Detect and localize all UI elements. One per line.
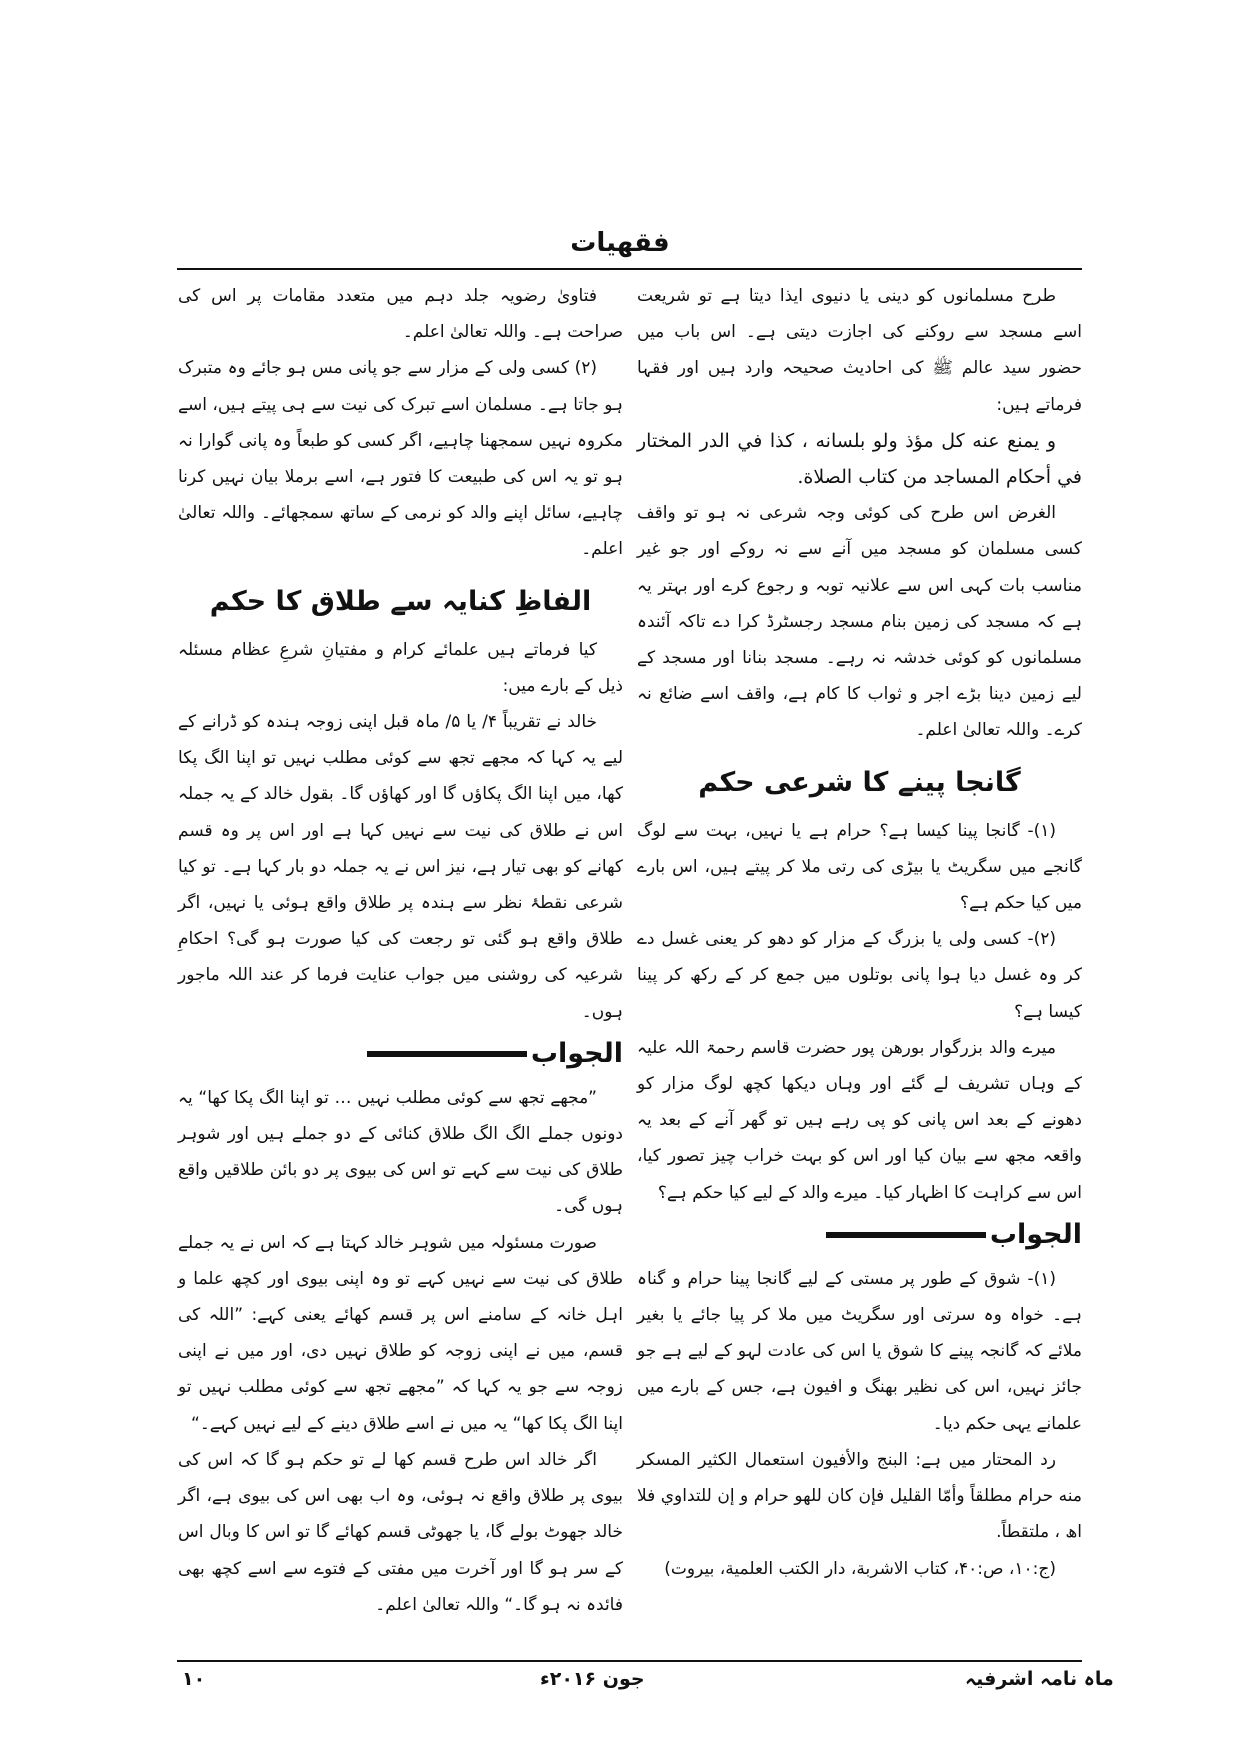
paragraph: طرح مسلمانوں کو دینی یا دنیوی ایذا دیتا ہے تو شریعت اسے مسجد سے روکنے کی اجازت دیتی ہے۔ اس باب میں حضور سید عالم ﷺ کی احادیث صحیحہ وارد ہیں اور فقہا فرماتے ہیں:	[637, 286, 1082, 415]
paragraph: (۲) کسی ولی کے مزار سے جو پانی مس ہو جائے وہ متبرک ہو جاتا ہے۔ مسلمان اسے تبرک کی نیت سے ہی پیتے ہیں، اسے مکروہ نہیں سمجھنا چاہیے، اگر کسی کو طبعاً وہ پانی گوارا نہ ہو تو یہ اس کی طبیعت کا فتور ہے، اسے برملا بیان نہیں کرنا چاہیے، سائل اپنے والد کو نرمی کے ساتھ سمجھائے۔ واللہ تعالیٰ اعلم۔	[178, 358, 623, 560]
section-title: فقهيات	[570, 228, 670, 258]
answer-heading	[637, 1215, 1082, 1255]
magazine-name: ماہ نامہ اشرفیہ	[965, 1668, 1114, 1690]
paragraph: اگر خالد اس طرح قسم کھا لے تو حکم ہو گا کہ اس کی بیوی پر طلاق واقع نہ ہوئی، وہ اب بھی اس کی بیوی ہے، اگر خالد جھوٹ بولے گا، یا جھوٹی قسم کھائے گا تو اس کا وبال اس کے سر ہو گا اور آخرت میں مفتی کے فتوے سے اسے کچھ بھی فائدہ نہ ہو گا۔“ واللہ تعالیٰ اعلم۔	[178, 1449, 623, 1615]
paragraph: صورت مسئولہ میں شوہر خالد کہتا ہے کہ اس نے یہ جملے طلاق کی نیت سے نہیں کہے تو وہ اپنی بیوی اور کچھ علما و اہل خانہ کے سامنے اس پر قسم کھائے یعنی کہے: ”اللہ کی قسم، میں نے اپنی زوجہ کو طلاق نہیں دی، اور میں نے اپنی زوجہ سے جو یہ کہا کہ ”مجھے تجھ سے کوئی مطلب نہیں تو اپنا الگ پکا کھا“ یہ میں نے اسے طلاق دینے کے لیے نہیں کہے۔“	[178, 1232, 623, 1434]
paragraph: میرے والد بزرگوار بورھن پور حضرت قاسم رحمۃ اللہ علیہ کے وہاں تشریف لے گئے اور وہاں دیکھا کچھ لوگ مزار کو دھونے کے بعد اس پانی کو پی رہے ہیں تو گھر آنے کے بعد یہ واقعہ مجھ سے بیان کیا اور اس کو بہت خراب چیز تصور کیا، اس سے کراہت کا اظہار کیا۔ میرے والد کے لیے کیا حکم ہے؟	[637, 1037, 1082, 1203]
paragraph: الغرض اس طرح کی کوئی وجہ شرعی نہ ہو تو واقف کسی مسلمان کو مسجد میں آنے سے نہ روکے اور جو غیر مناسب بات کہی اس سے علانیہ توبہ و رجوع کرے اور بہتر یہ ہے کہ مسجد کی زمین بنام مسجد رجسٹرڈ کرا دے تاکہ آئندہ مسلمانوں کو کوئی خدشہ نہ رہے۔ مسجد بنانا اور مسجد کے لیے زمین دینا بڑے اجر و ثواب کا کام ہے، واقف اسے ضائع نہ کرے۔ واللہ تعالیٰ اعلم۔	[637, 503, 1082, 741]
paragraph: (۱)- گانجا پینا کیسا ہے؟ حرام ہے یا نہیں، بہت سے لوگ گانجے میں سگریٹ یا بیڑی کی رتی ملا کر پیتے ہیں، اس بارے میں کیا حکم ہے؟	[637, 820, 1082, 914]
answer-bar	[367, 1051, 527, 1057]
footer-divider	[177, 1660, 1082, 1662]
answer-heading	[178, 1034, 623, 1074]
arabic-quote: و يمنع عنه كل مؤذ ولو بلسانه ، كذا في الدر المختار في أحكام المساجد من كتاب الصلاة.	[637, 429, 1082, 489]
paragraph: رد المحتار میں ہے: البنج والأفيون استعمال الكثير المسكر منه حرام مطلقاً وأمّا القليل فإن كان للهو حرام و إن للتداوي فلا اھ ، ملتقطاً.	[637, 1449, 1082, 1543]
page-number: ۱۰	[182, 1668, 206, 1690]
right-column	[637, 278, 1082, 1587]
paragraph: (ج:۱۰، ص:۴۰، کتاب الاشربة، دار الکتب العلمیة، بیروت)	[664, 1558, 1056, 1579]
paragraph: (۲)- کسی ولی یا بزرگ کے مزار کو دھو کر یعنی غسل دے کر وہ غسل دیا ہوا پانی بوتلوں میں جمع کر کے رکھ کر پینا کیسا ہے؟	[637, 929, 1082, 1022]
article-heading: الفاظِ کنایہ سے طلاق کا حکم	[209, 585, 592, 617]
answer-label: الجواب	[989, 1218, 1082, 1250]
header-divider	[177, 268, 1082, 270]
paragraph: ”مجھے تجھ سے کوئی مطلب نہیں … تو اپنا الگ پکا کھا“ یہ دونوں جملے الگ الگ طلاق کنائی کے دو جملے ہیں اور شوہر طلاق کی نیت سے کہے تو اس کی بیوی پر دو بائن طلاقیں واقع ہوں گی۔	[178, 1087, 623, 1217]
answer-bar	[826, 1232, 986, 1238]
article-heading: گانجا پینے کا شرعی حکم	[698, 766, 1021, 798]
paragraph: کیا فرماتے ہیں علمائے کرام و مفتیانِ شرعِ عظام مسئلہ ذیل کے بارے میں:	[178, 639, 623, 696]
paragraph: خالد نے تقریباً ۴/ یا ۵/ ماہ قبل اپنی زوجہ ہندہ کو ڈرانے کے لیے یہ کہا کہ مجھے تجھ سے کوئی مطلب نہیں تو اپنا الگ پکا کھا، میں اپنا الگ پکاؤں گا اور کھاؤں گا۔ بقول خالد کے یہ جملہ اس نے طلاق کی نیت سے نہیں کہا ہے اور اس پر وہ قسم کھانے کو بھی تیار ہے، نیز اس نے یہ جملہ دو بار کہا ہے۔ تو کیا شرعی نقطۂ نظر سے ہندہ پر طلاق واقع ہوئی یا نہیں، اگر طلاق واقع ہو گئی تو رجعت کی کیا صورت ہو گی؟ احکامِ شرعیہ کی روشنی میں جواب عنایت فرما کر عند اللہ ماجور ہوں۔	[178, 712, 623, 1022]
issue-date: جون ۲۰۱۶ء	[540, 1668, 645, 1690]
left-column	[178, 278, 623, 1623]
answer-label: الجواب	[530, 1037, 623, 1069]
paragraph: فتاویٰ رضویہ جلد دہم میں متعدد مقامات پر اس کی صراحت ہے۔ واللہ تعالیٰ اعلم۔	[178, 286, 623, 343]
paragraph: (۱)- شوق کے طور پر مستی کے لیے گانجا پینا حرام و گناہ ہے۔ خواہ وہ سرتی اور سگریٹ میں ملا کر پیا جائے یا بغیر ملائے کہ گانجہ پینے کا شوق یا اس کی عادت لہو کے لیے ہے جو جائز نہیں، اس کی نظیر بھنگ و افیون ہے، جس کے بارے میں علمانے یہی حکم دیا۔	[637, 1268, 1082, 1434]
